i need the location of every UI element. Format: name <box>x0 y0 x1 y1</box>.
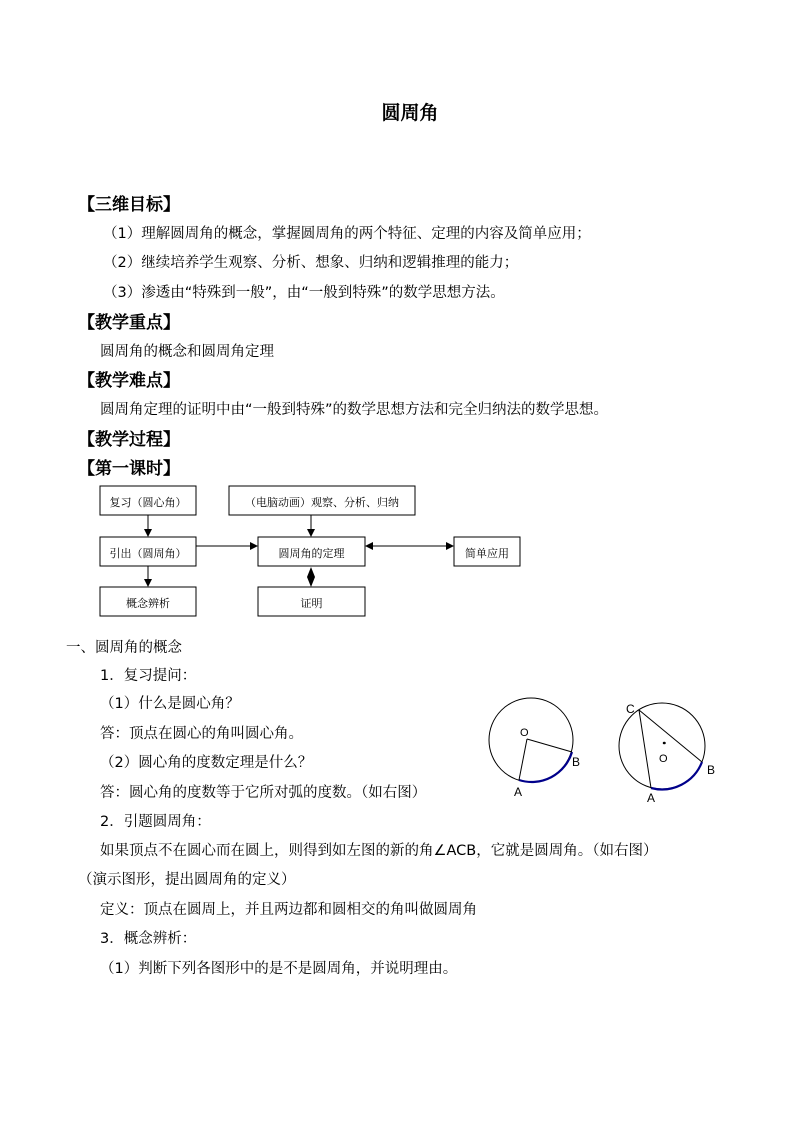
q3-question-1: （1）判断下列各图形中的是不是圆周角，并说明理由。 <box>100 961 458 977</box>
q1-heading: 1．复习提问： <box>100 668 197 684</box>
figure-central-label-b: B <box>572 755 581 769</box>
flow-label-theorem: 圆周角的定理 <box>278 547 345 560</box>
figure-inscribed-label-o: O <box>659 753 668 765</box>
figure-central-label-o: O <box>520 727 529 739</box>
key-points-text: 圆周角的概念和圆周角定理 <box>100 344 274 360</box>
q1-question-2: （2）圆心角的度数定理是什么？ <box>100 755 313 771</box>
definition-text: 定义：顶点在圆周上，并且两边都和圆相交的角叫做圆周角 <box>100 902 477 918</box>
section-heading-process: 【教学过程】 <box>78 430 180 450</box>
section-heading-key-points: 【教学重点】 <box>78 313 180 333</box>
flow-diamond-theorem-proof <box>307 567 315 587</box>
goal-item-2: （2）继续培养学生观察、分析、想象、归纳和逻辑推理的能力； <box>103 255 519 271</box>
figure-central-angle <box>480 690 590 805</box>
flow-label-animation: （电脑动画）观察、分析、归纳 <box>245 496 399 509</box>
q3-heading: 3．概念辨析： <box>100 931 197 947</box>
section-heading-goals: 【三维目标】 <box>78 195 180 215</box>
flow-label-concept: 概念辨析 <box>126 597 170 610</box>
figure-central-arc-ab <box>519 752 572 782</box>
flow-label-application: 简单应用 <box>465 547 509 560</box>
section-heading-lesson1: 【第一课时】 <box>78 459 180 479</box>
figure-inscribed-angle <box>612 690 727 810</box>
goal-item-1: （1）理解圆周角的概念，掌握圆周角的两个特征、定理的内容及简单应用； <box>103 226 591 242</box>
page-title: 圆周角 <box>381 102 439 124</box>
goal-item-3: （3）渗透由“特殊到一般”，由“一般到特殊”的数学思想方法。 <box>103 285 505 301</box>
figure-central-label-a: A <box>514 785 523 799</box>
figure-inscribed-ca <box>639 710 651 788</box>
figure-inscribed-cb <box>639 710 702 762</box>
flow-label-review: 复习（圆心角） <box>109 496 187 509</box>
figure-central-oa <box>519 739 527 780</box>
flow-label-proof: 证明 <box>300 597 323 610</box>
q1-answer-2: 答：圆心角的度数等于它所对弧的度数。（如右图） <box>100 785 427 801</box>
q1-question-1: （1）什么是圆心角？ <box>100 696 240 712</box>
figure-inscribed-label-c: C <box>626 702 635 716</box>
difficulties-text: 圆周角定理的证明中由“一般到特殊”的数学思想方法和完全归纳法的数学思想。 <box>100 402 609 418</box>
q2-paragraph-line2: （演示图形，提出圆周角的定义） <box>78 872 296 888</box>
q1-answer-1: 答：顶点在圆心的角叫圆心角。 <box>100 726 303 742</box>
figure-central-ob <box>527 739 572 752</box>
part1-title: 一、圆周角的概念 <box>66 640 182 656</box>
figure-inscribed-arc-ab <box>651 762 702 789</box>
q2-heading: 2．引题圆周角： <box>100 814 211 830</box>
flow-label-introduce: 引出（圆周角） <box>109 547 187 560</box>
q2-paragraph-line1: 如果顶点不在圆心而在圆上，则得到如左图的新的角∠ACB，它就是圆周角。（如右图） <box>100 843 658 859</box>
figure-inscribed-label-a: A <box>647 791 656 805</box>
figure-inscribed-label-b: B <box>707 763 716 777</box>
section-heading-difficulties: 【教学难点】 <box>78 371 180 391</box>
